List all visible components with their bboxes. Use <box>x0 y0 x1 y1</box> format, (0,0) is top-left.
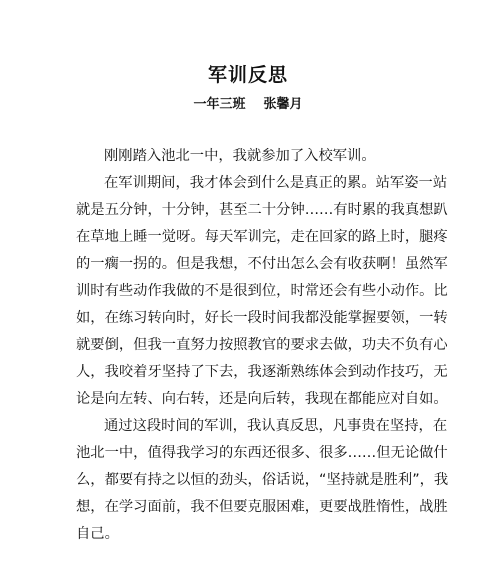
paragraph-line: 如，在练习转向时，好长一段时间我都没能掌握要领，一转 <box>76 310 448 326</box>
paragraph-line: 的一瘸一拐的。但是我想，不付出怎么会有收获啊！虽然军 <box>76 256 448 272</box>
paragraph-line: 就要倒，但我一直努力按照教官的要求去做，功夫不负有心 <box>76 337 448 353</box>
paragraph-line: 论是向左转、向右转，还是向后转，我现在都能应对自如。 <box>76 391 448 407</box>
paragraph-line: 在军训期间，我才体会到什么是真正的累。站军姿一站 <box>104 175 448 191</box>
paragraph-line: 就是五分钟，十分钟，甚至二十分钟……有时累的我真想趴 <box>76 202 448 218</box>
paragraph-line: 在草地上睡一觉呀。每天军训完，走在回家的路上时，腿疼 <box>76 229 448 245</box>
paragraph-line: 池北一中，值得我学习的东西还很多、很多……但无论做什 <box>76 445 448 461</box>
byline <box>0 93 496 112</box>
paragraph-line: 想，在学习面前，我不但要克服困难，更要战胜惰性，战胜 <box>76 499 448 515</box>
paragraph-line: 训时有些动作我做的不是很到位，时常还会有些小动作。比 <box>76 283 448 299</box>
paragraph-line: 通过这段时间的军训，我认真反思，凡事贵在坚持，在 <box>104 418 448 434</box>
body-text <box>76 143 449 548</box>
paragraph-line: 人，我咬着牙坚持了下去，我逐渐熟练体会到动作技巧，无 <box>76 364 448 380</box>
class-name: 一年三班 <box>193 97 246 112</box>
paragraph-line: 刚刚踏入池北一中，我就参加了入校军训。 <box>104 148 376 164</box>
author-name: 张馨月 <box>263 97 303 112</box>
document-title: 军训反思 <box>207 64 288 86</box>
paragraph-line: 自己。 <box>76 526 119 542</box>
paragraph-line: 么，都要有持之以恒的劲头，俗话说，“坚持就是胜利”，我 <box>76 472 449 488</box>
